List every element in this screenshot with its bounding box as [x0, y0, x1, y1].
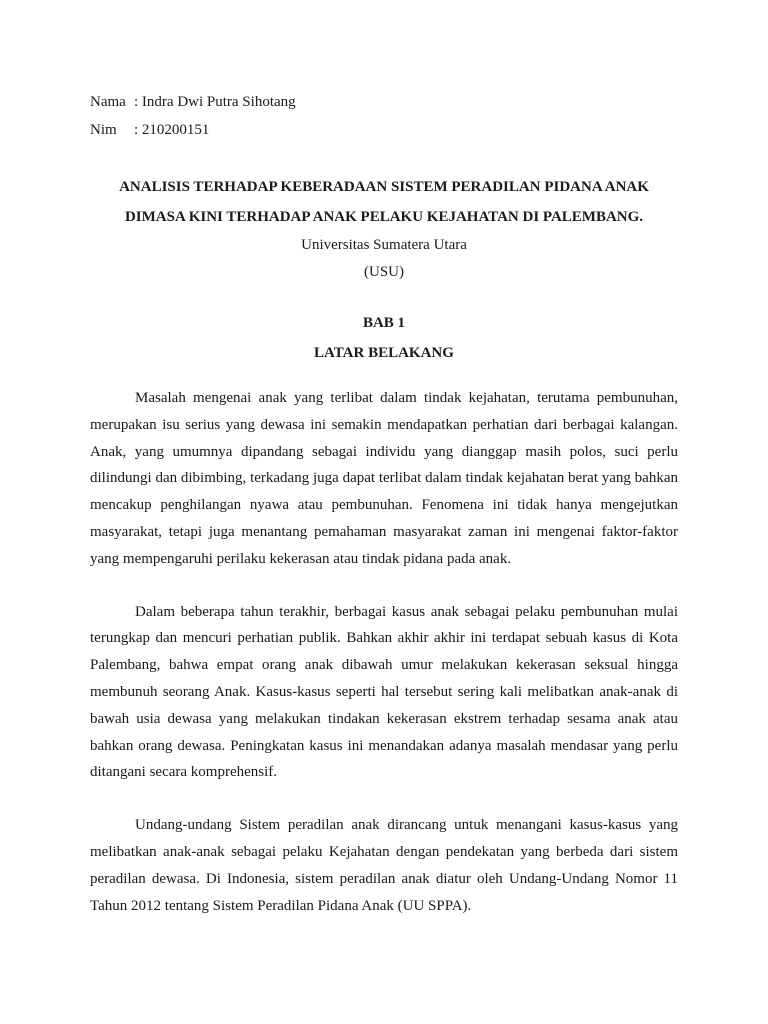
paragraph-1: Masalah mengenai anak yang terlibat dalam tindak kejahatan, terutama pembunuhan, merupakan isu serius yang dewasa ini semakin mendapatkan perhatian dari berbagai kalangan. Anak, yang umumnya dipandang sebagai individu yang dianggap masih polos, suci perlu dilindungi dan dibimbing, terkadang juga dapat terlibat dalam tindak kejahatan berat yang bahkan mencakup penghilangan nyawa atau pembunuhan. Fenomena ini tidak hanya mengejutkan masyarakat, tetapi juga menantang pemahaman masyarakat zaman ini mengenai faktor-faktor yang mempengaruhi perilaku kekerasan atau tindak pidana pada anak. — [90, 390, 678, 567]
chapter-heading — [90, 308, 678, 368]
nim-value: : 210200151 — [134, 122, 210, 138]
chapter-title: LATAR BELAKANG — [314, 345, 454, 361]
institution-abbr: (USU) — [364, 264, 404, 280]
nim-label: Nim — [90, 122, 117, 138]
document-title — [90, 172, 678, 232]
institution-name: Universitas Sumatera Utara — [301, 237, 467, 253]
name-label: Nama — [90, 94, 126, 110]
document-page — [90, 88, 678, 934]
name-value: : Indra Dwi Putra Sihotang — [134, 94, 296, 110]
nim-row — [90, 116, 678, 144]
title-line-2: DIMASA KINI TERHADAP ANAK PELAKU KEJAHATAN DI PALEMBANG. — [124, 209, 644, 225]
name-row — [90, 88, 678, 116]
paragraph-3: Undang-undang Sistem peradilan anak dirancang untuk menangani kasus-kasus yang melibatkan anak-anak sebagai pelaku Kejahatan dengan pendekatan yang berbeda dari sistem peradilan dewasa. Di Indonesia, sistem peradilan anak diatur oleh Undang-Undang Nomor 11 Tahun 2012 tentang Sistem Peradilan Pidana Anak (UU SPPA). — [90, 817, 678, 914]
chapter-number: BAB 1 — [362, 315, 406, 331]
paragraph-2: Dalam beberapa tahun terakhir, berbagai kasus anak sebagai pelaku pembunuhan mulai terungkap dan mencuri perhatian publik. Bahkan akhir akhir ini terdapat sebuah kasus di Kota Palembang, bahwa empat orang anak dibawah umur melakukan kekerasan seksual hingga membunuh seorang Anak. Kasus-kasus seperti hal tersebut sering kali melibatkan anak-anak di bawah usia dewasa yang melakukan tindakan kekerasan ekstrem terhadap sesama anak atau bahkan orang dewasa. Peningkatan kasus ini menandakan adanya masalah mendasar yang perlu ditangani secara komprehensif. — [90, 603, 678, 781]
title-line-1: ANALISIS TERHADAP KEBERADAAN SISTEM PERADILAN PIDANA ANAK — [119, 179, 649, 195]
